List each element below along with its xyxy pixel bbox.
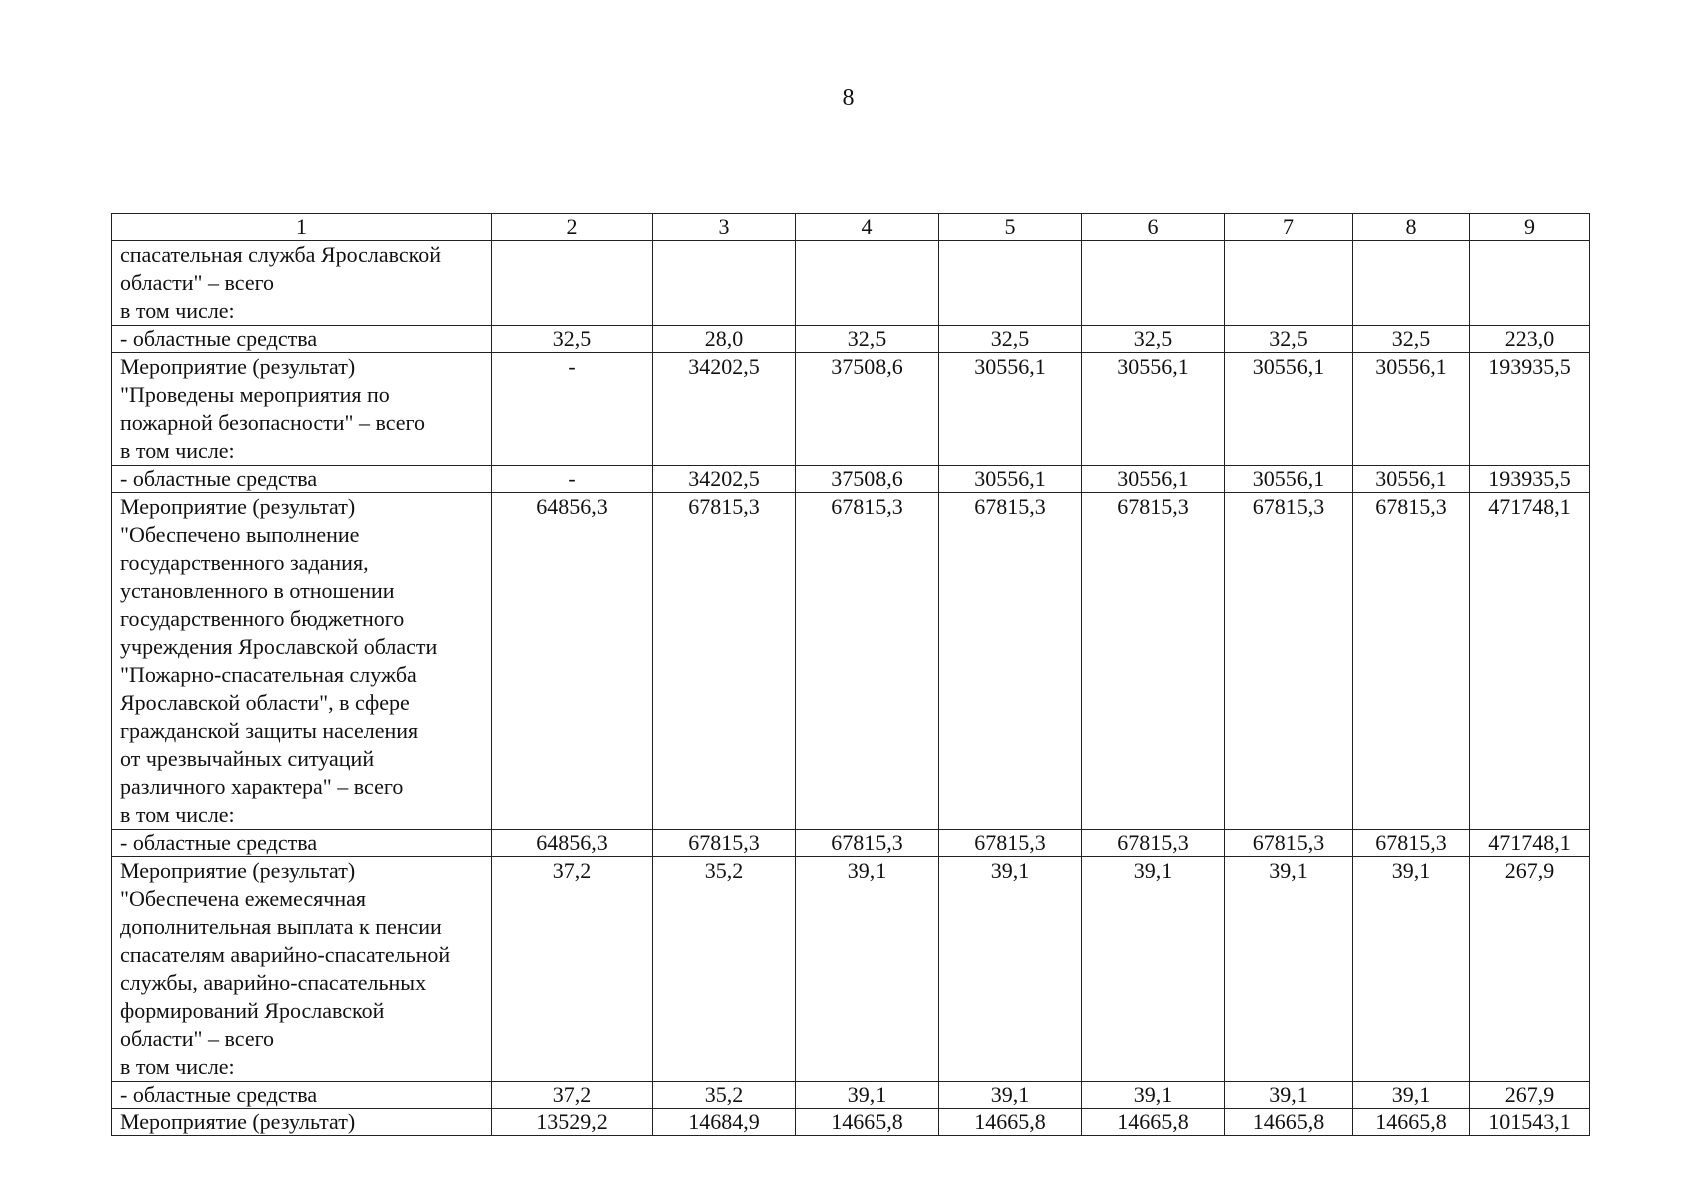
cell-value: 14665,8 <box>796 1109 939 1136</box>
cell-value: 39,1 <box>939 857 1082 1082</box>
row-label: Мероприятие (результат) "Обеспечена ежемесячная дополнительная выплата к пенсии спасателям аварийно-спасательной службы, аварийно-спасательных формирований Ярославской области" – всего в том числе: <box>112 857 492 1082</box>
table-body <box>112 214 1590 1136</box>
cell-value: 32,5 <box>796 326 939 353</box>
cell-value: 471748,1 <box>1470 830 1590 857</box>
cell-value: 14665,8 <box>1353 1109 1470 1136</box>
cell-value: 30556,1 <box>1225 466 1353 493</box>
column-header: 6 <box>1082 214 1225 241</box>
cell-value: 32,5 <box>1082 326 1225 353</box>
cell-value <box>492 241 653 326</box>
cell-value: 67815,3 <box>796 830 939 857</box>
cell-value: - <box>492 466 653 493</box>
row-label: - областные средства <box>112 1082 492 1109</box>
cell-value <box>796 241 939 326</box>
cell-value: 471748,1 <box>1470 493 1590 830</box>
table-row <box>112 493 1590 830</box>
row-label: - областные средства <box>112 466 492 493</box>
table-row <box>112 241 1590 326</box>
cell-value: 37,2 <box>492 857 653 1082</box>
cell-value: 67815,3 <box>1353 493 1470 830</box>
column-header: 7 <box>1225 214 1353 241</box>
cell-value: 37508,6 <box>796 466 939 493</box>
cell-value: 32,5 <box>1225 326 1353 353</box>
cell-value: 30556,1 <box>1353 466 1470 493</box>
cell-value: 35,2 <box>653 1082 796 1109</box>
column-header: 9 <box>1470 214 1590 241</box>
cell-value: 64856,3 <box>492 830 653 857</box>
cell-value: 101543,1 <box>1470 1109 1590 1136</box>
cell-value: 267,9 <box>1470 1082 1590 1109</box>
cell-value <box>1225 241 1353 326</box>
cell-value: 14665,8 <box>939 1109 1082 1136</box>
table-row-subtotal <box>112 326 1590 353</box>
cell-value: 64856,3 <box>492 493 653 830</box>
column-header: 2 <box>492 214 653 241</box>
row-label: Мероприятие (результат) "Обеспечено выполнение государственного задания, установленного в отношении государственного бюджетного учреждения Ярославской области "Пожарно-спасательная служба Ярославской области", в сфере гражданской защиты населения от чрезвычайных ситуаций различного характера" – всего в том числе: <box>112 493 492 830</box>
cell-value <box>1082 241 1225 326</box>
cell-value: 67815,3 <box>939 493 1082 830</box>
cell-value <box>939 241 1082 326</box>
cell-value: 37,2 <box>492 1082 653 1109</box>
cell-value: 193935,5 <box>1470 353 1590 466</box>
cell-value: 32,5 <box>1353 326 1470 353</box>
table-row-subtotal <box>112 1109 1590 1136</box>
cell-value: 67815,3 <box>1225 830 1353 857</box>
cell-value: - <box>492 353 653 466</box>
cell-value: 67815,3 <box>939 830 1082 857</box>
cell-value: 39,1 <box>1353 1082 1470 1109</box>
cell-value: 30556,1 <box>1353 353 1470 466</box>
cell-value: 223,0 <box>1470 326 1590 353</box>
row-label: Мероприятие (результат) "Проведены мероприятия по пожарной безопасности" – всего в том числе: <box>112 353 492 466</box>
cell-value: 67815,3 <box>796 493 939 830</box>
cell-value: 39,1 <box>796 1082 939 1109</box>
cell-value: 67815,3 <box>653 493 796 830</box>
cell-value: 30556,1 <box>1082 353 1225 466</box>
page-number: 8 <box>842 85 855 111</box>
cell-value: 39,1 <box>796 857 939 1082</box>
table-row-subtotal <box>112 830 1590 857</box>
column-header: 3 <box>653 214 796 241</box>
cell-value: 14684,9 <box>653 1109 796 1136</box>
row-label: спасательная служба Ярославской области" – всего в том числе: <box>112 241 492 326</box>
cell-value <box>1470 241 1590 326</box>
table-row <box>112 857 1590 1082</box>
cell-value: 30556,1 <box>939 466 1082 493</box>
cell-value: 32,5 <box>939 326 1082 353</box>
table-row-subtotal <box>112 1082 1590 1109</box>
cell-value: 67815,3 <box>1225 493 1353 830</box>
column-header: 5 <box>939 214 1082 241</box>
cell-value: 39,1 <box>1353 857 1470 1082</box>
column-header: 4 <box>796 214 939 241</box>
table-row <box>112 353 1590 466</box>
cell-value: 32,5 <box>492 326 653 353</box>
row-label: - областные средства <box>112 830 492 857</box>
cell-value: 39,1 <box>1082 1082 1225 1109</box>
cell-value <box>653 241 796 326</box>
cell-value: 39,1 <box>1082 857 1225 1082</box>
cell-value: 67815,3 <box>1353 830 1470 857</box>
cell-value: 35,2 <box>653 857 796 1082</box>
row-label: - областные средства <box>112 326 492 353</box>
cell-value: 39,1 <box>939 1082 1082 1109</box>
header-row <box>112 214 1590 241</box>
cell-value: 34202,5 <box>653 353 796 466</box>
cell-value: 34202,5 <box>653 466 796 493</box>
cell-value: 30556,1 <box>1225 353 1353 466</box>
cell-value: 13529,2 <box>492 1109 653 1136</box>
cell-value: 67815,3 <box>1082 830 1225 857</box>
cell-value: 39,1 <box>1225 1082 1353 1109</box>
cell-value: 67815,3 <box>1082 493 1225 830</box>
column-header: 8 <box>1353 214 1470 241</box>
cell-value: 30556,1 <box>939 353 1082 466</box>
cell-value: 267,9 <box>1470 857 1590 1082</box>
cell-value: 193935,5 <box>1470 466 1590 493</box>
cell-value: 30556,1 <box>1082 466 1225 493</box>
cell-value: 39,1 <box>1225 857 1353 1082</box>
cell-value: 37508,6 <box>796 353 939 466</box>
cell-value: 67815,3 <box>653 830 796 857</box>
cell-value: 28,0 <box>653 326 796 353</box>
table-row-subtotal <box>112 466 1590 493</box>
cell-value <box>1353 241 1470 326</box>
cell-value: 14665,8 <box>1225 1109 1353 1136</box>
row-label: Мероприятие (результат) <box>112 1109 492 1136</box>
cell-value: 14665,8 <box>1082 1109 1225 1136</box>
column-header: 1 <box>112 214 492 241</box>
funding-table <box>111 213 1590 1136</box>
